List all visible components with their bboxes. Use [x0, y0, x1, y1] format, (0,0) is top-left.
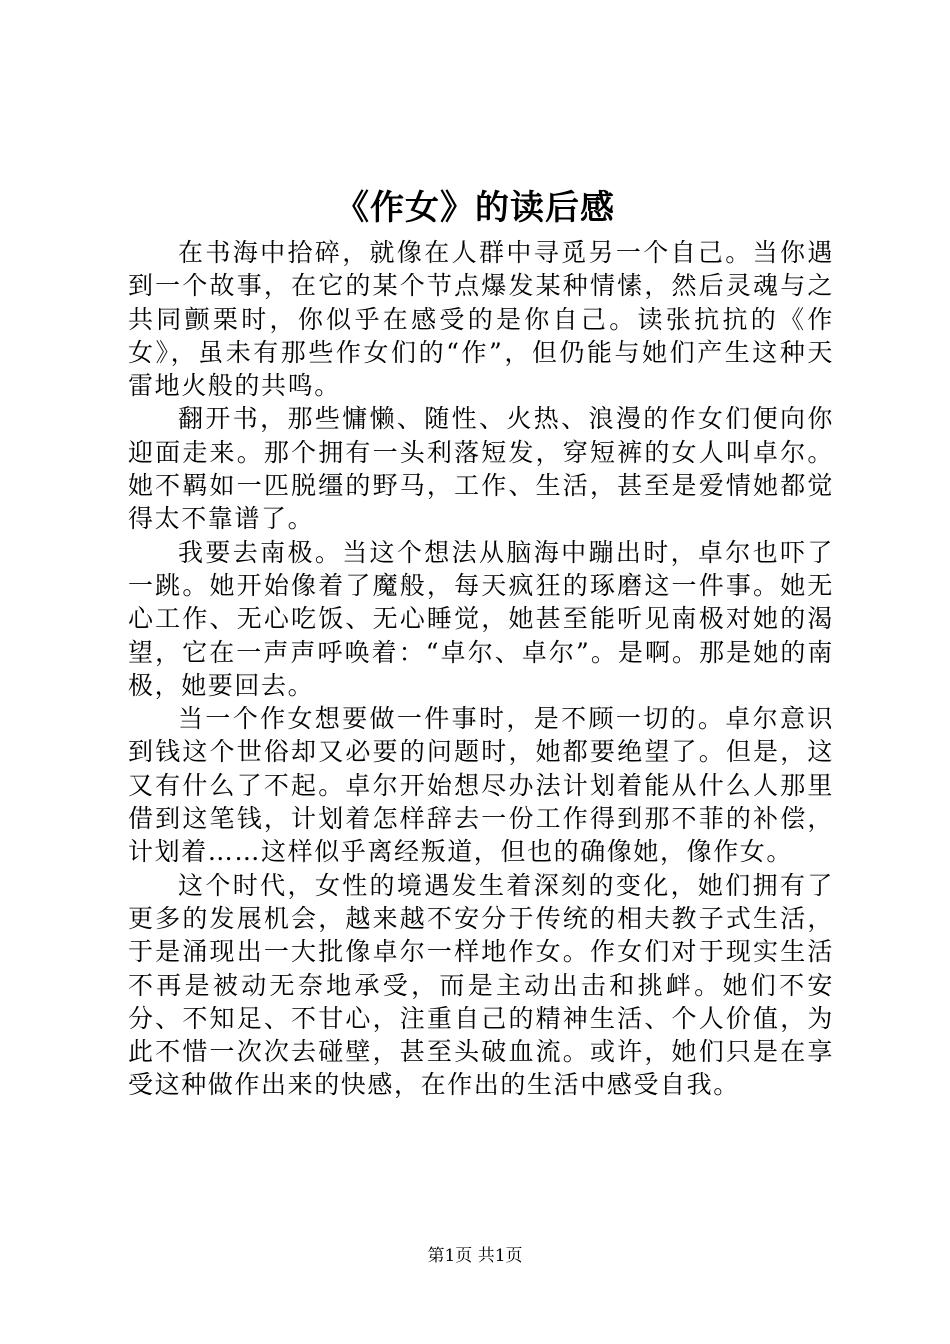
- paragraph-4: 当一个作女想要做一件事时，是不顾一切的。卓尔意识到钱这个世俗却又必要的问题时，她都要绝望了。但是，这又有什么了不起。卓尔开始想尽办法计划着能从什么人那里借到这笔钱，计划着怎样辞去一份工作得到那不菲的补偿，计划着……这样似乎离经叛道，但也的确像她，像作女。: [128, 704, 834, 867]
- paragraph-5: 这个时代，女性的境遇发生着深刻的变化，她们拥有了更多的发展机会，越来越不安分于传统的相夫教子式生活，于是涌现出一大批像卓尔一样地作女。作女们对于现实生活不再是被动无奈地承受，而是主动出击和挑衅。她们不安分、不知足、不甘心，注重自己的精神生活、个人价值，为此不惜一次次去碰壁，甚至头破血流。或许，她们只是在享受这种做作出来的快感，在作出的生活中感受自我。: [128, 870, 834, 1100]
- paragraph-2: 翻开书，那些慵懒、随性、火热、浪漫的作女们便向你迎面走来。那个拥有一头利落短发，穿短裤的女人叫卓尔。她不羁如一匹脱缰的野马，工作、生活，甚至是爱情她都觉得太不靠谱了。: [128, 404, 834, 534]
- document-title: 《作女》的读后感: [335, 188, 615, 228]
- paragraph-1: 在书海中拾碎，就像在人群中寻觅另一个自己。当你遇到一个故事，在它的某个节点爆发某种情愫，然后灵魂与之共同颤栗时，你似乎在感受的是你自己。读张抗抗的《作女》，虽未有那些作女们的“作”，但仍能与她们产生这种天雷地火般的共鸣。: [128, 238, 834, 401]
- paragraph-3: 我要去南极。当这个想法从脑海中蹦出时，卓尔也吓了一跳。她开始像着了魔般，每天疯狂的琢磨这一件事。她无心工作、无心吃饭、无心睡觉，她甚至能听见南极对她的渴望，它在一声声呼唤着：“卓尔、卓尔”。是啊。那是她的南极，她要回去。: [128, 537, 834, 700]
- page-number-footer: 第1页 共1页: [427, 1246, 523, 1266]
- document-body: [128, 236, 834, 1102]
